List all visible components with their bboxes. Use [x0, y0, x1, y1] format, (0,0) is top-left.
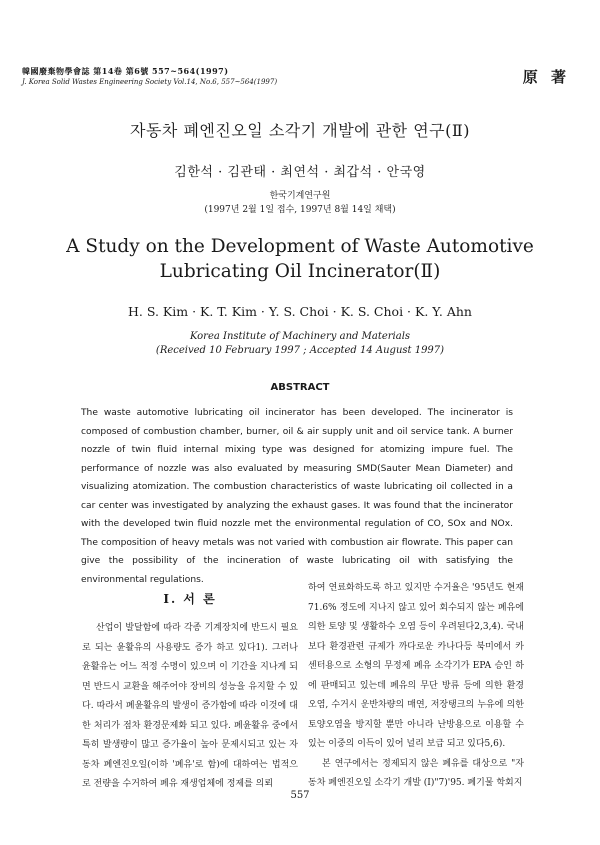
title-english-line-1: A Study on the Development of Waste Automotive: [66, 236, 534, 257]
institution-korean: 한국기계연구원: [269, 191, 331, 201]
journal-citation-english: J. Korea Solid Wastes Engineering Society Vol.14, No.6, 557~564(1997): [22, 78, 278, 86]
body-paragraph: 하여 연료화하도록 하고 있지만 수거율은 '95년도 현재 71.6% 정도에 지나지 않고 있어 회수되지 않는 폐유에 의한 토양 및 생활하수 오염 등이 우려된다2,3,4). 국내보다 환경관련 규제가 까다로운 카나다등 북미에서 카센터용으로 소형의 무정제 폐유 소각기가 EPA 승인 하에 판매되고 있는데 폐유의 무단 방류 등에 의한 환경 오염, 수거시 운반차량의 매연, 저장탱크의 누유에 의한 토양오염을 방지할 뿐만 아니라 난방용으로 이용할 수 있는 이중의 이득이 있어 널리 보급 되고 있다5,6).: [308, 583, 524, 749]
dates-english: (Received 10 February 1997 ; Accepted 14 August 1997): [155, 345, 445, 356]
institution-english: Korea Institute of Machinery and Materials: [189, 331, 411, 342]
section-heading-introduction: Ⅰ. 서 론: [163, 592, 217, 606]
body-paragraph: 본 연구에서는 정제되지 않은 폐유를 대상으로 "자동차 폐엔진오일 소각기 개발 (Ⅰ)"7)'95. 폐기물 학회지: [308, 758, 524, 788]
page-number: 557: [290, 790, 310, 801]
authors-korean: 김한석 · 김관태 · 최연석 · 최갑석 · 안국영: [174, 165, 426, 180]
body-column-left: 산업이 발달함에 따라 각종 기계장치에 반드시 필요로 되는 윤활유의 사용량도 증가 하고 있다1). 그러나 윤활유는 어느 적정 수명이 있으며 이 기간을 지나게 되면 반드시 교환을 해주어야 장비의 성능을 유지할 수 있다. 따라서 폐윤활유의 발생이 증가함에 따라 이것에 대한 처리가 점차 환경문제화 되고 있다. 폐윤활유 중에서 특히 발생량이 많고 증가율이 높아 문제시되고 있는 자동차 폐엔진오일(이하 '폐유'로 함)에 대하여는 법적으로 전량을 수거하여 폐유 재생업체에 정제를 의뢰: [82, 623, 298, 789]
abstract-heading: ABSTRACT: [270, 382, 330, 393]
authors-english: H. S. Kim · K. T. Kim · Y. S. Choi · K. S. Choi · K. Y. Ahn: [128, 304, 472, 319]
article-type-label: 原 著: [522, 68, 570, 86]
body-column-right: [308, 579, 524, 794]
dates-korean: (1997년 2월 1일 접수, 1997년 8월 14일 채택): [204, 205, 396, 215]
journal-citation-korean: 韓國廢棄物學會誌 第14卷 第6號 557~564(1997): [22, 66, 229, 76]
title-english-line-2: Lubricating Oil Incinerator(Ⅱ): [159, 261, 441, 282]
abstract-text: The waste automotive lubricating oil incinerator has been developed. The incinerator is composed of combustion chamber, burner, oil & air supply unit and oil service tank. A burner nozzle of twin fluid internal mixing type was designed for atomizing impure fuel. The performance of nozzle was also evaluated by measuring SMD(Sauter Mean Diameter) and visualizing atomization. The combustion characteristics of waste lubricating oil collected in a car center was investigated by analyzing the exhaust gases. It was found that the incinerator with the developed twin fluid nozzle met the environmental regulation of CO, SOx and NOx. The composition of heavy metals was not varied with combustion air flowrate. This paper can give the possibility of the incineration of waste lubricating oil with satisfying the environmental regulations.: [81, 408, 513, 585]
title-korean: 자동차 폐엔진오일 소각기 개발에 관한 연구(Ⅱ): [130, 121, 470, 140]
title-english: [0, 234, 600, 284]
